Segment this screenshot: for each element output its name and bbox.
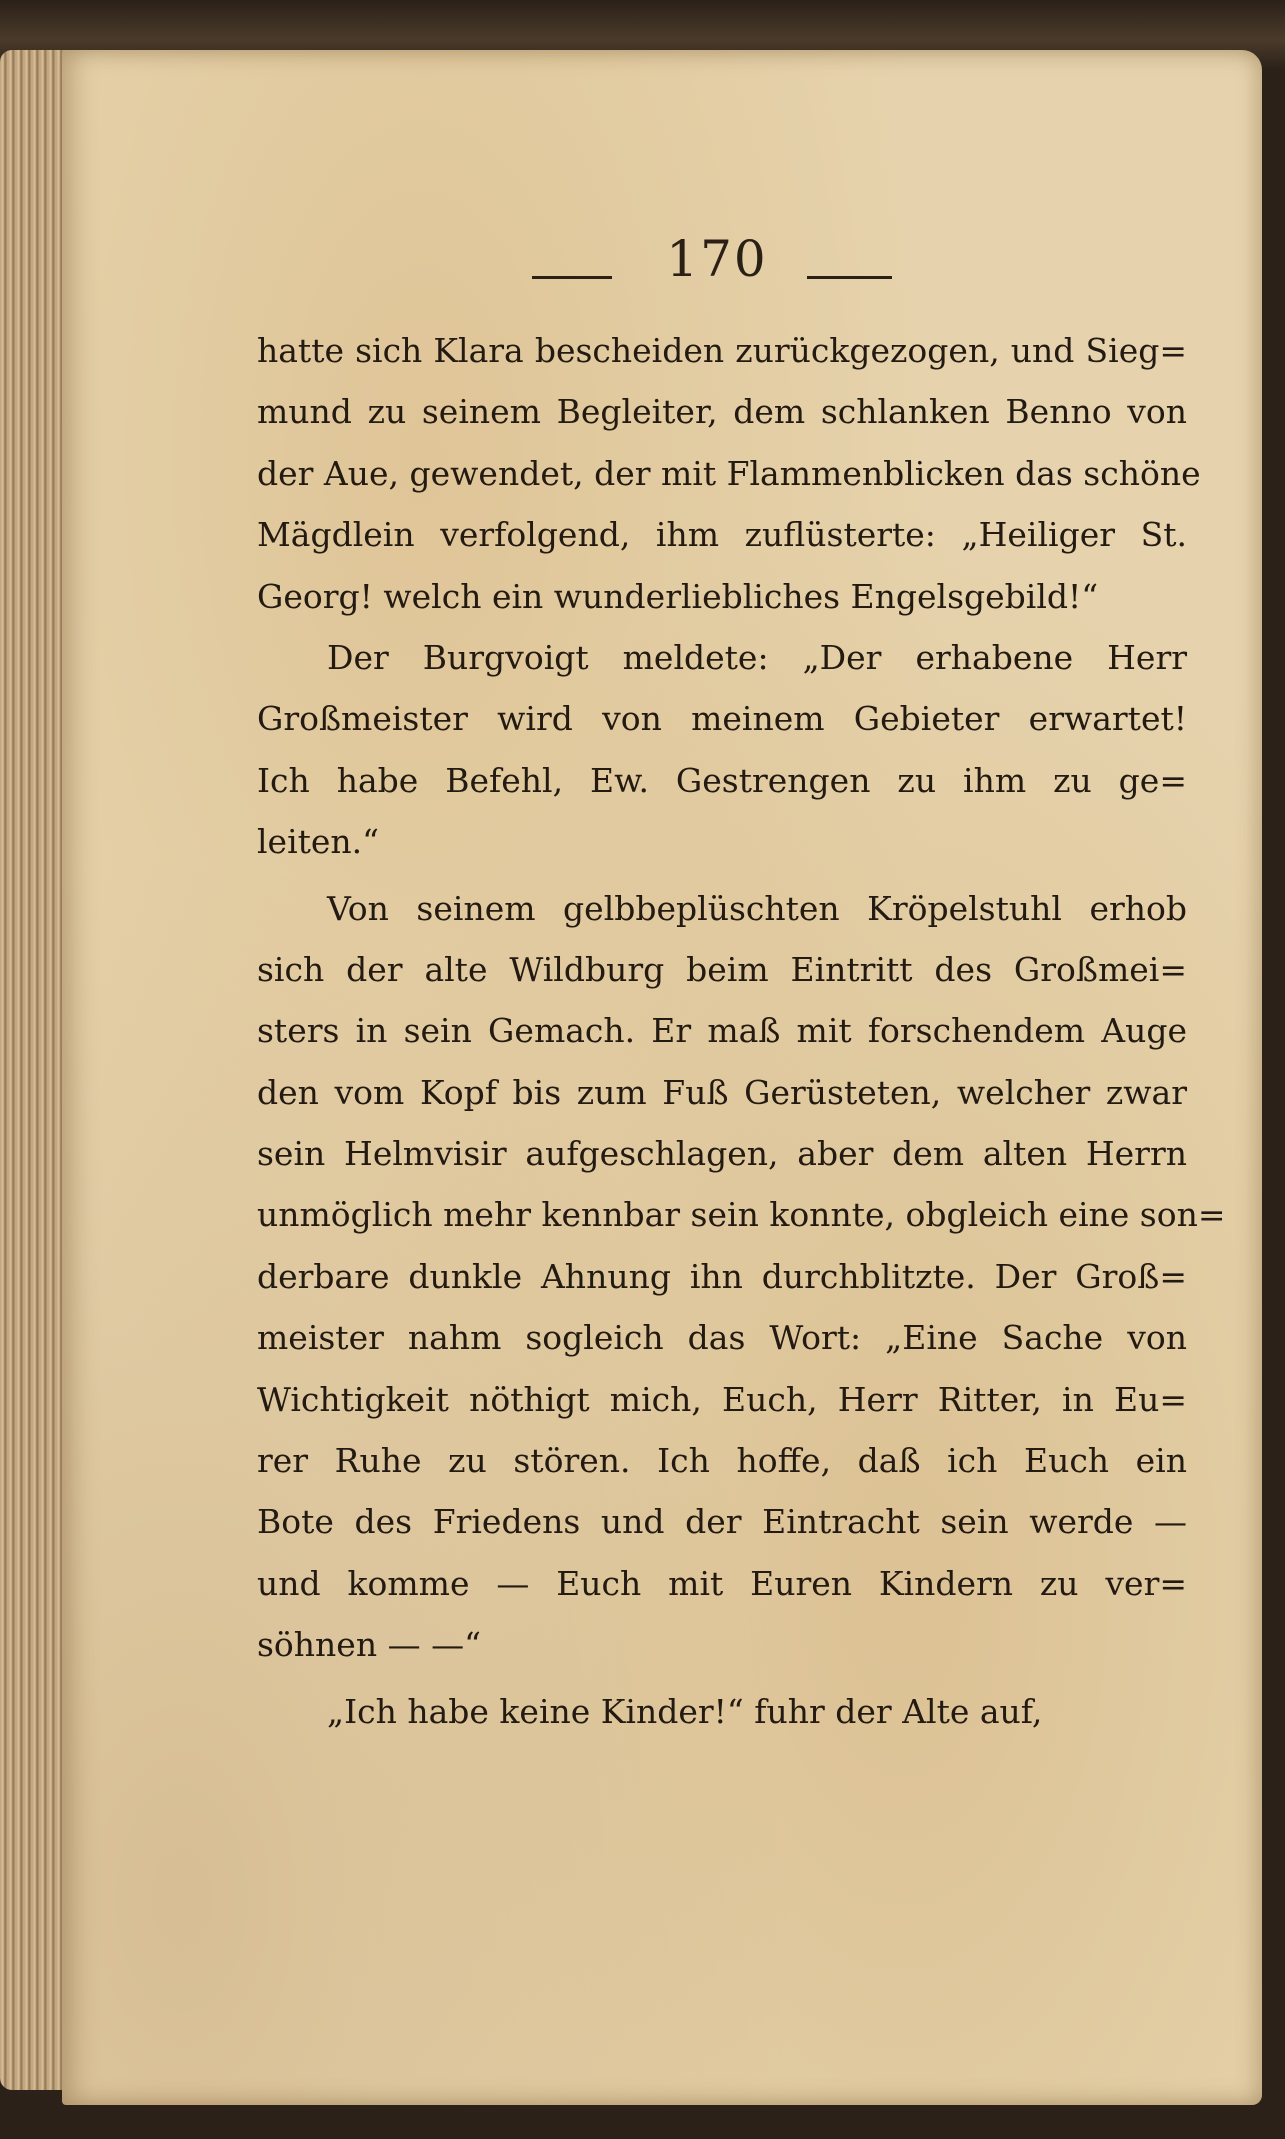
book-page <box>62 50 1262 2105</box>
text-line: hatte sich Klara bescheiden zurückgezogen, und Sieg= <box>257 331 1187 370</box>
text-line: meister nahm sogleich das Wort: „Eine Sache von <box>257 1318 1187 1358</box>
text-line: sich der alte Wildburg beim Eintritt des Großmei= <box>257 949 1187 989</box>
text-line: Bote des Friedens und der Eintracht sein werde — <box>257 1502 1187 1542</box>
text-line: „Ich habe keine Kinder!“ fuhr der Alte auf, <box>327 1691 1043 1731</box>
text-line: söhnen — —“ <box>257 1625 481 1665</box>
text-line: rer Ruhe zu stören. Ich hoffe, daß ich Euch ein <box>257 1441 1187 1481</box>
text-line: leiten.“ <box>257 822 380 862</box>
text-line: derbare dunkle Ahnung ihn durchblitzte. Der Groß= <box>257 1256 1187 1296</box>
page-number: 170 <box>666 230 768 288</box>
text-line: Der Burgvoigt meldete: „Der erhabene Herr <box>327 637 1187 677</box>
text-line: mund zu seinem Begleiter, dem schlanken Benno von <box>257 392 1187 432</box>
text-line: sters in sein Gemach. Er maß mit forschendem Auge <box>257 1011 1187 1051</box>
text-line: unmöglich mehr kennbar sein konnte, obgleich eine son= <box>257 1195 1226 1235</box>
text-line: der Aue, gewendet, der mit Flammenblicken das schöne <box>257 453 1201 493</box>
body-text <box>257 320 1226 1742</box>
text-line: Mägdlein verfolgend, ihm zuflüsterte: „Heiliger St. <box>257 515 1187 555</box>
text-line: Georg! welch ein wunderliebliches Engelsgebild!“ <box>257 576 1099 616</box>
header-rule-left <box>532 276 612 279</box>
text-line: Von seinem gelbbeplüschten Kröpelstuhl erhob <box>327 888 1187 928</box>
text-line: Ich habe Befehl, Ew. Gestrengen zu ihm zu ge= <box>257 760 1187 800</box>
header-rule-right <box>807 276 892 279</box>
text-line: sein Helmvisir aufgeschlagen, aber dem alten Herrn <box>257 1134 1187 1174</box>
page-header <box>62 230 1262 320</box>
text-line: und komme — Euch mit Euren Kindern zu ver= <box>257 1563 1187 1603</box>
text-line: Wichtigkeit nöthigt mich, Euch, Herr Ritter, in Eu= <box>257 1379 1187 1419</box>
text-line: Großmeister wird von meinem Gebieter erwartet! <box>257 699 1187 739</box>
text-line: den vom Kopf bis zum Fuß Gerüsteten, welcher zwar <box>257 1072 1187 1112</box>
